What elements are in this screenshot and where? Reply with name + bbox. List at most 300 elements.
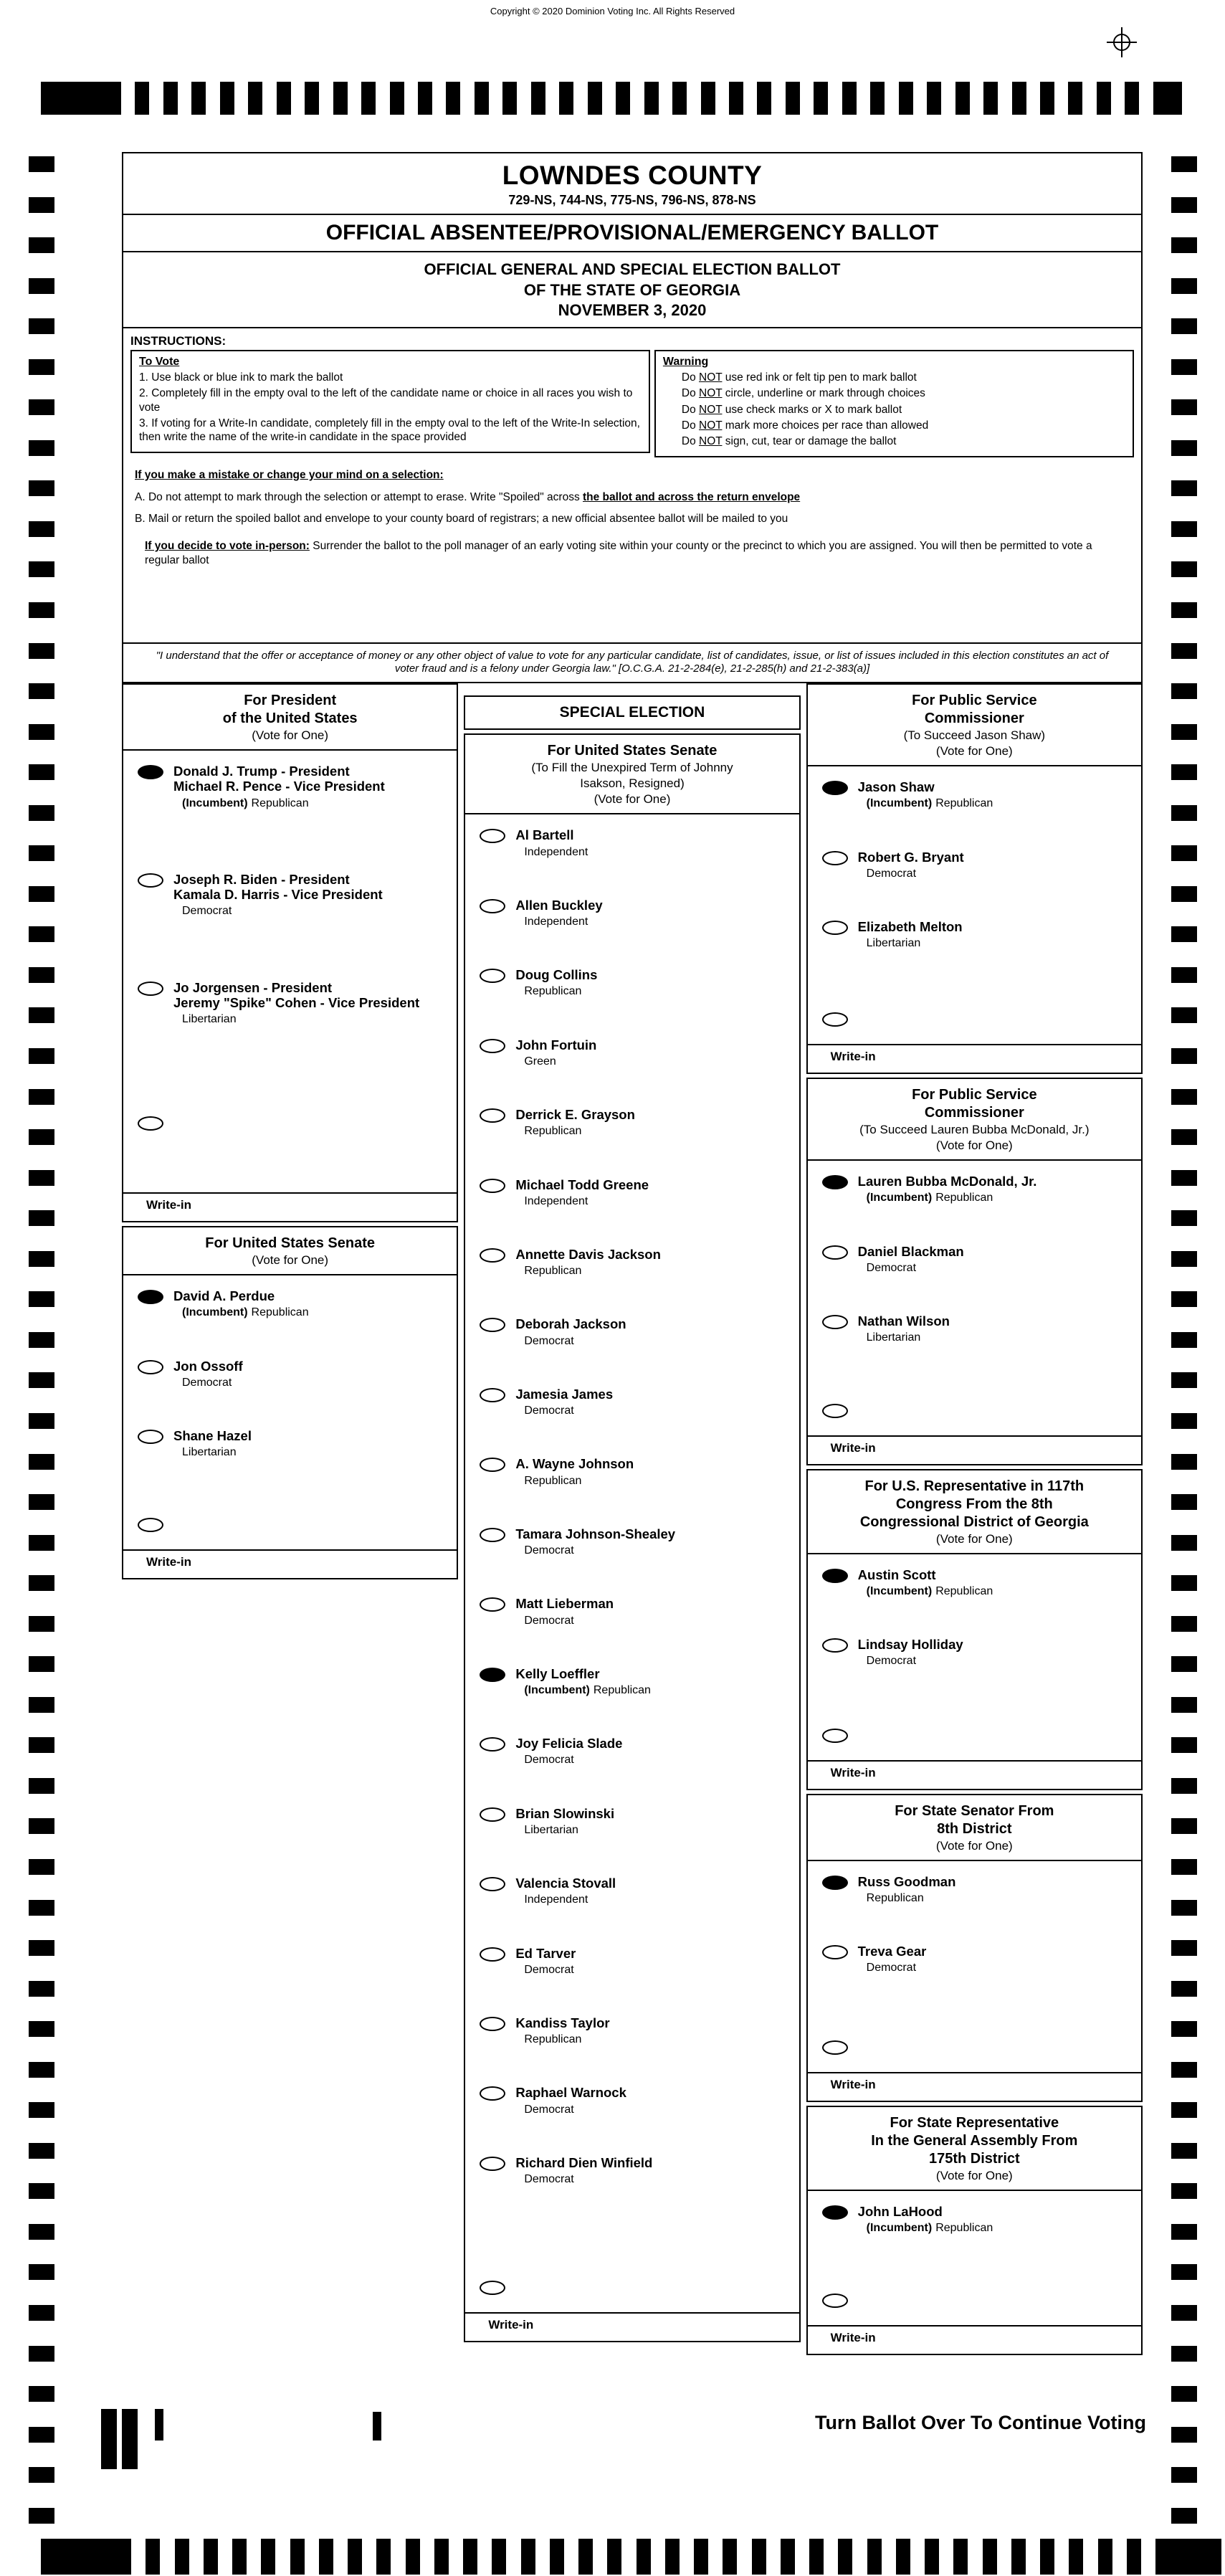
party-label: Democrat xyxy=(866,1655,917,1668)
contest-title: In the General Assembly From xyxy=(871,2132,1078,2149)
timing-mark xyxy=(29,1697,54,1713)
timing-mark xyxy=(29,2427,54,2443)
timing-mark xyxy=(1171,967,1197,983)
timing-mark xyxy=(1171,724,1197,740)
incumbent-label: (Incumbent) xyxy=(866,1584,933,1597)
contest-header xyxy=(123,1227,457,1275)
candidate-name: Doug Collins xyxy=(515,967,598,983)
contest-title: For President xyxy=(244,693,337,708)
candidate-name: Austin Scott xyxy=(857,1567,936,1582)
ballot-oval[interactable] xyxy=(822,1245,848,1260)
timing-mark xyxy=(842,82,857,115)
timing-mark xyxy=(29,1818,54,1834)
write-in-label: Write-in xyxy=(808,2072,1141,2101)
candidate-row xyxy=(465,1806,799,1837)
turn-ballot-over-label: Turn Ballot Over To Continue Voting xyxy=(815,2412,1146,2433)
timing-mark xyxy=(559,82,573,115)
ballot-oval[interactable] xyxy=(480,1528,505,1542)
timing-mark xyxy=(29,440,54,456)
timing-mark xyxy=(1040,82,1054,115)
ballot-oval-filled[interactable] xyxy=(138,765,163,779)
contest-title: For Public Service xyxy=(912,1087,1037,1103)
write-in-label: Write-in xyxy=(808,1435,1141,1464)
in-person-note: If you decide to vote in-person: Surrender the ballot to the poll manager of an early voting site within your county or the precinct to which you are assigned. You will then be permitted to vote a regular ballot xyxy=(145,539,1092,567)
timing-mark xyxy=(1171,521,1197,537)
ballot-oval[interactable] xyxy=(480,1737,505,1752)
timing-mark xyxy=(672,82,687,115)
warning-title: Warning xyxy=(662,355,709,368)
ballot-oval[interactable] xyxy=(480,1807,505,1822)
timing-mark xyxy=(1171,1129,1197,1145)
timing-mark xyxy=(1171,1818,1197,1834)
timing-mark xyxy=(146,2539,160,2575)
candidate-row xyxy=(123,1359,457,1389)
ballot-oval-filled[interactable] xyxy=(822,781,848,795)
timing-mark xyxy=(1040,2539,1054,2575)
timing-block xyxy=(41,2539,131,2575)
candidate-name: Derrick E. Grayson xyxy=(515,1107,635,1123)
contest-subtitle: (Vote for One) xyxy=(935,1139,1013,1153)
timing-mark xyxy=(446,82,460,115)
candidate-text xyxy=(173,1428,252,1459)
ballot-oval[interactable] xyxy=(138,873,163,888)
timing-mark xyxy=(1171,480,1197,496)
write-in-label: Write-in xyxy=(808,2325,1141,2354)
warning-item: Do NOT use red ink or felt tip pen to mark ballot xyxy=(681,371,917,384)
candidate-text xyxy=(173,1288,309,1319)
warning-item: Do NOT circle, underline or mark through choices xyxy=(681,387,925,400)
ballot-oval-filled[interactable] xyxy=(138,1290,163,1304)
timing-mark xyxy=(390,82,404,115)
ballot-oval-filled[interactable] xyxy=(822,1876,848,1890)
timing-mark xyxy=(1171,1007,1197,1023)
ballot-oval-filled[interactable] xyxy=(822,2205,848,2220)
timing-mark xyxy=(175,2539,189,2575)
write-in-block xyxy=(465,2261,799,2341)
timing-mark xyxy=(1171,2467,1197,2483)
timing-mark xyxy=(1171,1616,1197,1632)
party-label: Republican xyxy=(524,1125,582,1138)
ballot-oval[interactable] xyxy=(822,921,848,935)
timing-mark xyxy=(531,82,545,115)
timing-mark xyxy=(29,359,54,375)
contest-title: Commissioner xyxy=(924,1105,1024,1121)
timing-mark xyxy=(1171,764,1197,780)
candidate-row xyxy=(465,898,799,928)
write-in-block xyxy=(808,1708,1141,1789)
candidate-row xyxy=(465,1596,799,1627)
party-label: Republican xyxy=(524,1474,582,1487)
timing-mark xyxy=(29,1981,54,1997)
contest-title: Congressional District of Georgia xyxy=(859,1513,1089,1530)
timing-mark xyxy=(1098,2539,1112,2575)
timing-mark xyxy=(29,2021,54,2037)
contest-title: For United States Senate xyxy=(205,1235,376,1251)
timing-mark xyxy=(406,2539,420,2575)
write-in-oval[interactable] xyxy=(822,1012,848,1027)
timing-mark xyxy=(29,1900,54,1916)
timing-mark xyxy=(1171,2346,1197,2362)
candidate-name: Nathan Wilson xyxy=(857,1313,950,1329)
candidate-row xyxy=(465,1177,799,1208)
timing-mark xyxy=(665,2539,680,2575)
candidate-name: Deborah Jackson xyxy=(515,1316,626,1332)
timing-mark xyxy=(29,2224,54,2240)
contest-header xyxy=(808,1079,1141,1161)
contest-box xyxy=(122,1226,458,1579)
timing-mark xyxy=(1171,1575,1197,1591)
contest-subtitle: (Vote for One) xyxy=(935,744,1013,759)
calibration-plus-mark: + xyxy=(44,2506,55,2526)
timing-block xyxy=(1155,2539,1221,2575)
write-in-row[interactable] xyxy=(808,2039,1141,2055)
timing-mark xyxy=(955,82,970,115)
timing-mark xyxy=(29,845,54,861)
ballot-oval[interactable] xyxy=(480,1597,505,1612)
running-mate-name: Michael R. Pence xyxy=(173,779,282,794)
candidate-row xyxy=(808,1244,1141,1275)
party-label: Green xyxy=(524,1055,556,1068)
timing-mark xyxy=(1171,2386,1197,2402)
timing-mark xyxy=(333,82,348,115)
timing-mark xyxy=(361,82,376,115)
candidate-text xyxy=(515,1037,596,1068)
ballot-header-frame xyxy=(122,152,1143,683)
candidate-name: Al Bartell xyxy=(515,827,574,843)
party-label: Democrat xyxy=(524,1405,574,1417)
candidate-list xyxy=(808,1161,1141,1383)
party-label: Libertarian xyxy=(866,937,921,950)
candidate-list xyxy=(123,1275,457,1498)
timing-mark xyxy=(29,1616,54,1632)
timing-mark xyxy=(1011,2539,1026,2575)
candidate-row xyxy=(465,2015,799,2046)
timing-mark xyxy=(502,82,517,115)
contest-title: 175th District xyxy=(928,2150,1020,2167)
timing-mark xyxy=(1097,82,1111,115)
timing-mark xyxy=(1012,82,1026,115)
timing-mark xyxy=(870,82,885,115)
timing-mark xyxy=(1171,156,1197,172)
candidate-text xyxy=(515,2155,652,2186)
timing-mark xyxy=(1171,2143,1197,2159)
candidate-list xyxy=(808,2191,1141,2273)
timing-mark xyxy=(29,764,54,780)
party-label: Democrat xyxy=(524,1963,574,1976)
ballot-oval[interactable] xyxy=(480,1877,505,1891)
timing-mark xyxy=(29,2305,54,2321)
candidate-text xyxy=(515,1387,613,1417)
write-in-oval[interactable] xyxy=(480,2281,505,2295)
ballot-oval[interactable] xyxy=(480,1179,505,1193)
timing-mark xyxy=(29,1372,54,1388)
timing-mark xyxy=(29,805,54,821)
candidate-text xyxy=(515,1806,614,1837)
timing-mark xyxy=(29,2346,54,2362)
contest-title: Commissioner xyxy=(924,710,1024,726)
party-label: Republican xyxy=(935,1192,993,1204)
candidate-text xyxy=(515,1247,661,1278)
candidate-list xyxy=(808,766,1141,989)
ballot-oval[interactable] xyxy=(480,1947,505,1962)
to-vote-title: To Vote xyxy=(139,355,180,368)
timing-mark xyxy=(29,318,54,334)
warning-box xyxy=(654,350,1134,457)
candidate-name: Kandiss Taylor xyxy=(515,2015,610,2030)
contest-box xyxy=(806,1794,1143,2102)
ballot-oval[interactable] xyxy=(480,1108,505,1123)
ballot-oval[interactable] xyxy=(822,851,848,865)
write-in-oval[interactable] xyxy=(822,1729,848,1743)
contest-box xyxy=(806,683,1143,1074)
incumbent-label: (Incumbent) xyxy=(866,1192,933,1204)
mistake-heading: If you make a mistake or change your mind on a selection: xyxy=(135,468,444,481)
party-label: Republican xyxy=(524,985,582,998)
timing-block xyxy=(1153,82,1182,115)
ballot-oval[interactable] xyxy=(822,1638,848,1653)
ballot-column-3 xyxy=(806,683,1143,2355)
special-election-header: SPECIAL ELECTION xyxy=(464,695,800,730)
contest-subtitle: (To Succeed Lauren Bubba McDonald, Jr.) xyxy=(859,1123,1090,1136)
timing-marks-bottom xyxy=(41,2539,1221,2575)
contest-box xyxy=(806,2106,1143,2356)
incumbent-label: (Incumbent) xyxy=(182,797,248,809)
incumbent-label: (Incumbent) xyxy=(866,2221,933,2234)
timing-mark xyxy=(1171,1372,1197,1388)
timing-mark xyxy=(492,2539,506,2575)
timing-mark xyxy=(1171,926,1197,942)
contest-header xyxy=(808,2107,1141,2191)
running-mate-office-suffix: - Vice President xyxy=(282,779,385,794)
timing-mark xyxy=(607,2539,621,2575)
candidate-name: Allen Buckley xyxy=(515,897,603,913)
candidate-name: Lauren Bubba McDonald, Jr. xyxy=(857,1174,1037,1189)
candidate-text xyxy=(858,2204,993,2235)
ballot-column-1 xyxy=(122,683,458,1579)
timing-mark xyxy=(29,1575,54,1591)
timing-mark xyxy=(1171,278,1197,294)
timing-mark xyxy=(1171,2264,1197,2280)
timing-mark xyxy=(29,1251,54,1267)
timing-mark xyxy=(29,197,54,213)
ballot-oval-filled[interactable] xyxy=(480,1668,505,1682)
write-in-row[interactable] xyxy=(123,1516,457,1532)
timing-block xyxy=(41,82,121,115)
candidate-text xyxy=(173,980,419,1027)
write-in-row[interactable] xyxy=(808,1402,1141,1418)
timing-mark xyxy=(29,156,54,172)
ballot-oval[interactable] xyxy=(480,1318,505,1332)
contest-box xyxy=(806,1078,1143,1465)
candidate-row xyxy=(123,980,457,1027)
ballot-oval[interactable] xyxy=(138,1430,163,1444)
timing-mark xyxy=(29,1940,54,1956)
candidate-text xyxy=(515,1596,614,1627)
contest-title: For United States Senate xyxy=(547,743,718,759)
ballot-oval-filled[interactable] xyxy=(822,1569,848,1583)
county-name: LOWNDES COUNTY xyxy=(502,161,763,190)
ballot-oval[interactable] xyxy=(138,1360,163,1374)
timing-mark xyxy=(29,1007,54,1023)
timing-mark xyxy=(29,926,54,942)
write-in-row[interactable] xyxy=(123,1115,457,1131)
running-mate-office-suffix: - Vice President xyxy=(316,994,420,1010)
timing-mark xyxy=(896,2539,910,2575)
party-label: Democrat xyxy=(524,1614,574,1627)
write-in-oval[interactable] xyxy=(138,1518,163,1532)
write-in-row[interactable] xyxy=(808,2292,1141,2308)
timing-mark xyxy=(29,1291,54,1307)
timing-mark xyxy=(29,2062,54,2078)
contest-box xyxy=(806,1469,1143,1790)
timing-mark xyxy=(29,1048,54,1064)
timing-marks-top xyxy=(41,82,1182,115)
candidate-row xyxy=(465,1946,799,1977)
contest-title: For State Senator From xyxy=(895,1802,1054,1819)
timing-mark xyxy=(1171,2021,1197,2037)
write-in-block xyxy=(123,1096,457,1221)
running-mate-office-suffix: - Vice President xyxy=(280,887,383,903)
timing-mark xyxy=(29,2467,54,2483)
write-in-oval[interactable] xyxy=(822,2294,848,2308)
timing-mark xyxy=(1171,1535,1197,1551)
ballot-oval[interactable] xyxy=(480,1039,505,1053)
party-label: Republican xyxy=(935,1584,993,1597)
calibration-bar xyxy=(373,2412,381,2440)
timing-mark xyxy=(290,2539,305,2575)
contest-subtitle: (Vote for One) xyxy=(935,2168,1013,2182)
contest-box xyxy=(122,683,458,1222)
ballot-oval[interactable] xyxy=(480,2157,505,2171)
candidate-text xyxy=(858,1174,1037,1204)
candidate-row xyxy=(808,1567,1141,1598)
candidate-row xyxy=(465,1247,799,1278)
write-in-row[interactable] xyxy=(465,2279,799,2295)
write-in-oval[interactable] xyxy=(138,1116,163,1131)
ballot-oval[interactable] xyxy=(480,1248,505,1263)
write-in-oval[interactable] xyxy=(822,1404,848,1418)
ballot-oval[interactable] xyxy=(480,829,505,843)
candidate-row xyxy=(465,1666,799,1697)
ballot-oval-filled[interactable] xyxy=(822,1175,848,1189)
timing-marks-left xyxy=(29,156,54,2524)
timing-mark xyxy=(1171,1737,1197,1753)
party-label: Democrat xyxy=(524,1754,574,1767)
ballot-oval[interactable] xyxy=(480,2017,505,2031)
candidate-text xyxy=(515,898,602,928)
ballot-oval[interactable] xyxy=(822,1315,848,1329)
candidate-row xyxy=(465,1526,799,1557)
timing-mark xyxy=(1171,359,1197,375)
write-in-oval[interactable] xyxy=(822,2040,848,2055)
timing-mark xyxy=(29,602,54,618)
running-mate-name: Jeremy "Spike" Cohen xyxy=(173,994,317,1010)
timing-mark xyxy=(983,2539,997,2575)
ballot-type-title: OFFICIAL ABSENTEE/PROVISIONAL/EMERGENCY BALLOT xyxy=(123,215,1141,252)
candidate-name: Michael Todd Greene xyxy=(515,1177,649,1192)
candidate-list xyxy=(808,1861,1141,2014)
candidate-name: Jamesia James xyxy=(515,1386,614,1402)
candidate-name: Elizabeth Melton xyxy=(857,919,963,935)
timing-mark xyxy=(29,561,54,577)
party-label: Independent xyxy=(524,845,588,858)
timing-mark xyxy=(29,1332,54,1348)
ballot-oval[interactable] xyxy=(480,1388,505,1402)
write-in-block xyxy=(808,1384,1141,1464)
party-label: Republican xyxy=(935,2221,993,2234)
candidate-row xyxy=(465,1316,799,1347)
candidate-name: Raphael Warnock xyxy=(515,2085,626,2101)
timing-mark xyxy=(475,82,489,115)
running-mate-name: Kamala D. Harris xyxy=(173,887,280,903)
timing-mark xyxy=(1171,1291,1197,1307)
timing-mark xyxy=(1171,2224,1197,2240)
candidate-name: A. Wayne Johnson xyxy=(515,1456,634,1472)
ballot-oval[interactable] xyxy=(480,969,505,983)
timing-mark xyxy=(616,82,630,115)
timing-mark xyxy=(376,2539,391,2575)
timing-mark xyxy=(1171,1413,1197,1429)
timing-mark xyxy=(29,1778,54,1794)
timing-mark xyxy=(29,2386,54,2402)
timing-mark xyxy=(29,521,54,537)
timing-mark xyxy=(1171,2062,1197,2078)
write-in-row[interactable] xyxy=(808,1727,1141,1743)
timing-mark xyxy=(757,82,771,115)
election-title-block xyxy=(123,252,1141,328)
candidate-list xyxy=(808,1554,1141,1707)
candidate-text xyxy=(858,919,963,950)
warning-item: Do NOT sign, cut, tear or damage the ballot xyxy=(681,435,897,448)
candidate-name: Brian Slowinski xyxy=(515,1805,615,1821)
candidate-row xyxy=(808,779,1141,810)
ballot-oval[interactable] xyxy=(480,2086,505,2101)
candidate-name: John Fortuin xyxy=(515,1037,597,1052)
party-label: Democrat xyxy=(524,1544,574,1557)
write-in-row[interactable] xyxy=(808,1011,1141,1027)
candidate-text xyxy=(173,1359,243,1389)
candidate-name: David A. Perdue xyxy=(173,1288,275,1304)
calibration-bar xyxy=(101,2409,117,2469)
timing-mark xyxy=(29,2143,54,2159)
timing-mark xyxy=(29,1129,54,1145)
write-in-block xyxy=(808,2273,1141,2354)
ballot-oval[interactable] xyxy=(480,1458,505,1472)
candidate-text xyxy=(515,967,597,998)
timing-mark xyxy=(644,82,659,115)
timing-mark xyxy=(729,82,743,115)
timing-mark xyxy=(1171,1697,1197,1713)
timing-mark xyxy=(1171,1332,1197,1348)
ballot-oval[interactable] xyxy=(138,982,163,996)
candidate-text xyxy=(515,1316,626,1347)
timing-mark xyxy=(752,2539,766,2575)
ballot-oval[interactable] xyxy=(480,899,505,913)
timing-mark xyxy=(29,399,54,415)
candidate-text xyxy=(858,1874,956,1905)
candidate-row xyxy=(808,1874,1141,1905)
ballot-oval[interactable] xyxy=(822,1945,848,1959)
write-in-block xyxy=(123,1498,457,1578)
timing-marks-right xyxy=(1171,156,1197,2524)
timing-mark xyxy=(434,2539,449,2575)
party-label: Republican xyxy=(251,1306,309,1319)
timing-mark xyxy=(1171,197,1197,213)
timing-mark xyxy=(220,82,234,115)
timing-mark xyxy=(1171,845,1197,861)
contest-subtitle: (Vote for One) xyxy=(935,1531,1013,1546)
precinct-list: 729-NS, 744-NS, 775-NS, 796-NS, 878-NS xyxy=(508,193,756,207)
